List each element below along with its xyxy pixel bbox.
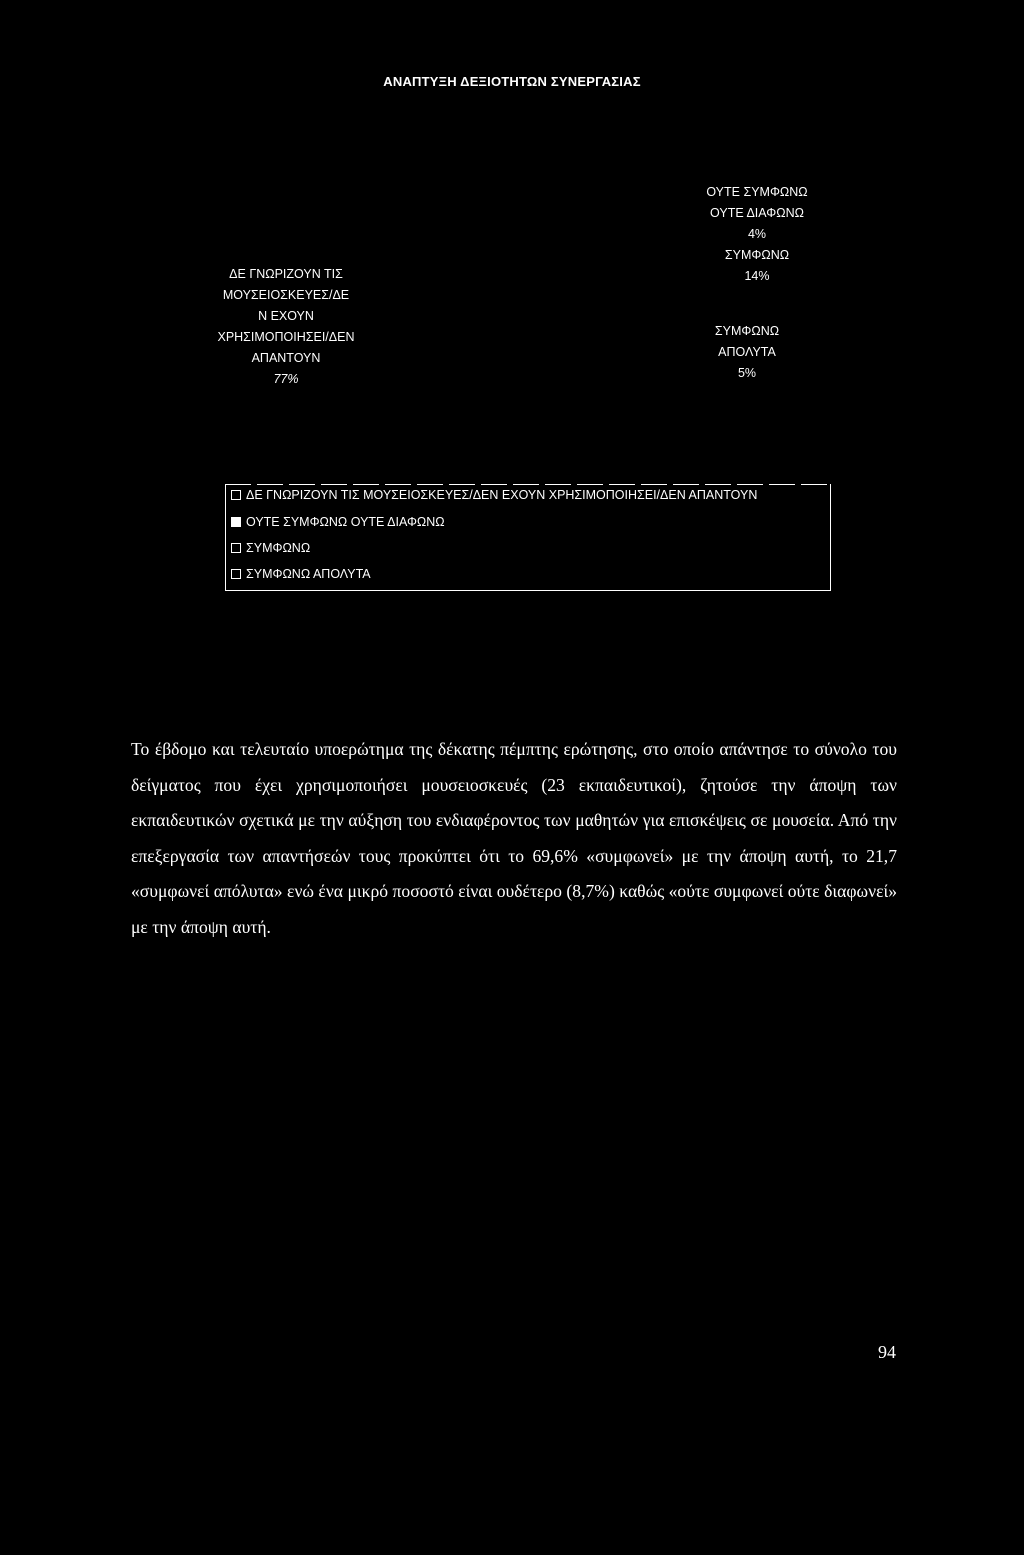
legend-swatch-filled: [231, 517, 241, 527]
slice-label-dont-know: [180, 264, 392, 390]
legend-label: ΔΕ ΓΝΩΡΙΖΟΥΝ ΤΙΣ ΜΟΥΣΕΙΟΣΚΕΥΕΣ/ΔΕΝ ΕΧΟΥΝ ΧΡΗΣΙΜΟΠΟΙΗΣΕΙ/ΔΕΝ ΑΠΑΝΤΟΥΝ: [246, 488, 758, 502]
body-paragraph: Το έβδομο και τελευταίο υποερώτημα της δέκατης πέμπτης ερώτησης, στο οποίο απάντησε το σύνολο του δείγματος που έχει χρησιμοποιήσει μουσειοσκευές (23 εκπαιδευτικοί), ζητούσε την άποψη των εκπαιδευτικών σχετικά με την αύξηση του ενδιαφέροντος των μαθητών για επισκέψεις σε μουσεία. Από την επεξεργασία των απαντήσεών τους προκύπτει ότι το 69,6% «συμφωνεί» με την άποψη αυτή, το 21,7 «συμφωνεί απόλυτα» ενώ ένα μικρό ποσοστό είναι ουδέτερο (8,7%) καθώς «ούτε συμφωνεί ούτε διαφωνεί» με την άποψη αυτή.: [131, 739, 897, 937]
legend-label: ΣΥΜΦΩΝΩ: [246, 541, 311, 555]
slice-label-strongly-agree: [672, 321, 822, 384]
legend-swatch-hollow: [231, 543, 241, 553]
legend-swatch-hollow: [231, 490, 241, 500]
legend-label: ΟΥΤΕ ΣΥΜΦΩΝΩ ΟΥΤΕ ΔΙΑΦΩΝΩ: [246, 515, 445, 529]
chart-title: ΑΝΑΠΤΥΞΗ ΔΕΞΙΟΤΗΤΩΝ ΣΥΝΕΡΓΑΣΙΑΣ: [383, 74, 641, 89]
slice-label-line: ΧΡΗΣΙΜΟΠΟΙΗΣΕΙ/ΔΕΝ: [217, 330, 355, 344]
slice-label-value: 77%: [273, 372, 299, 386]
slice-label-value: 4%: [747, 227, 767, 241]
slice-label-line: ΔΕ ΓΝΩΡΙΖΟΥΝ ΤΙΣ: [229, 267, 343, 281]
slice-label-value: 14%: [744, 269, 770, 283]
legend-swatch-hollow: [231, 569, 241, 579]
legend-entry: [231, 513, 445, 531]
slice-label-neutral: [682, 182, 832, 245]
legend-label: ΣΥΜΦΩΝΩ ΑΠΟΛΥΤΑ: [246, 567, 371, 581]
slice-label-line: ΟΥΤΕ ΣΥΜΦΩΝΩ: [706, 185, 808, 199]
slice-label-line: Ν ΕΧΟΥΝ: [258, 309, 314, 323]
slice-label-agree: [682, 245, 832, 287]
page-number: 94: [878, 1342, 896, 1362]
slice-label-line: ΣΥΜΦΩΝΩ: [714, 324, 780, 338]
slice-label-line: ΣΥΜΦΩΝΩ: [724, 248, 790, 262]
chart-legend: [225, 484, 831, 591]
slice-label-line: ΟΥΤΕ ΔΙΑΦΩΝΩ: [710, 206, 804, 220]
slice-label-value: 5%: [737, 366, 757, 380]
slice-label-line: ΑΠΑΝΤΟΥΝ: [251, 351, 321, 365]
legend-entry: [231, 486, 757, 504]
legend-border-top: [225, 484, 831, 485]
legend-entry: [231, 565, 371, 583]
slice-label-line: ΜΟΥΣΕΙΟΣΚΕΥΕΣ/ΔΕ: [222, 288, 350, 302]
slice-label-line: ΑΠΟΛΥΤΑ: [718, 345, 776, 359]
legend-entry: [231, 539, 310, 557]
